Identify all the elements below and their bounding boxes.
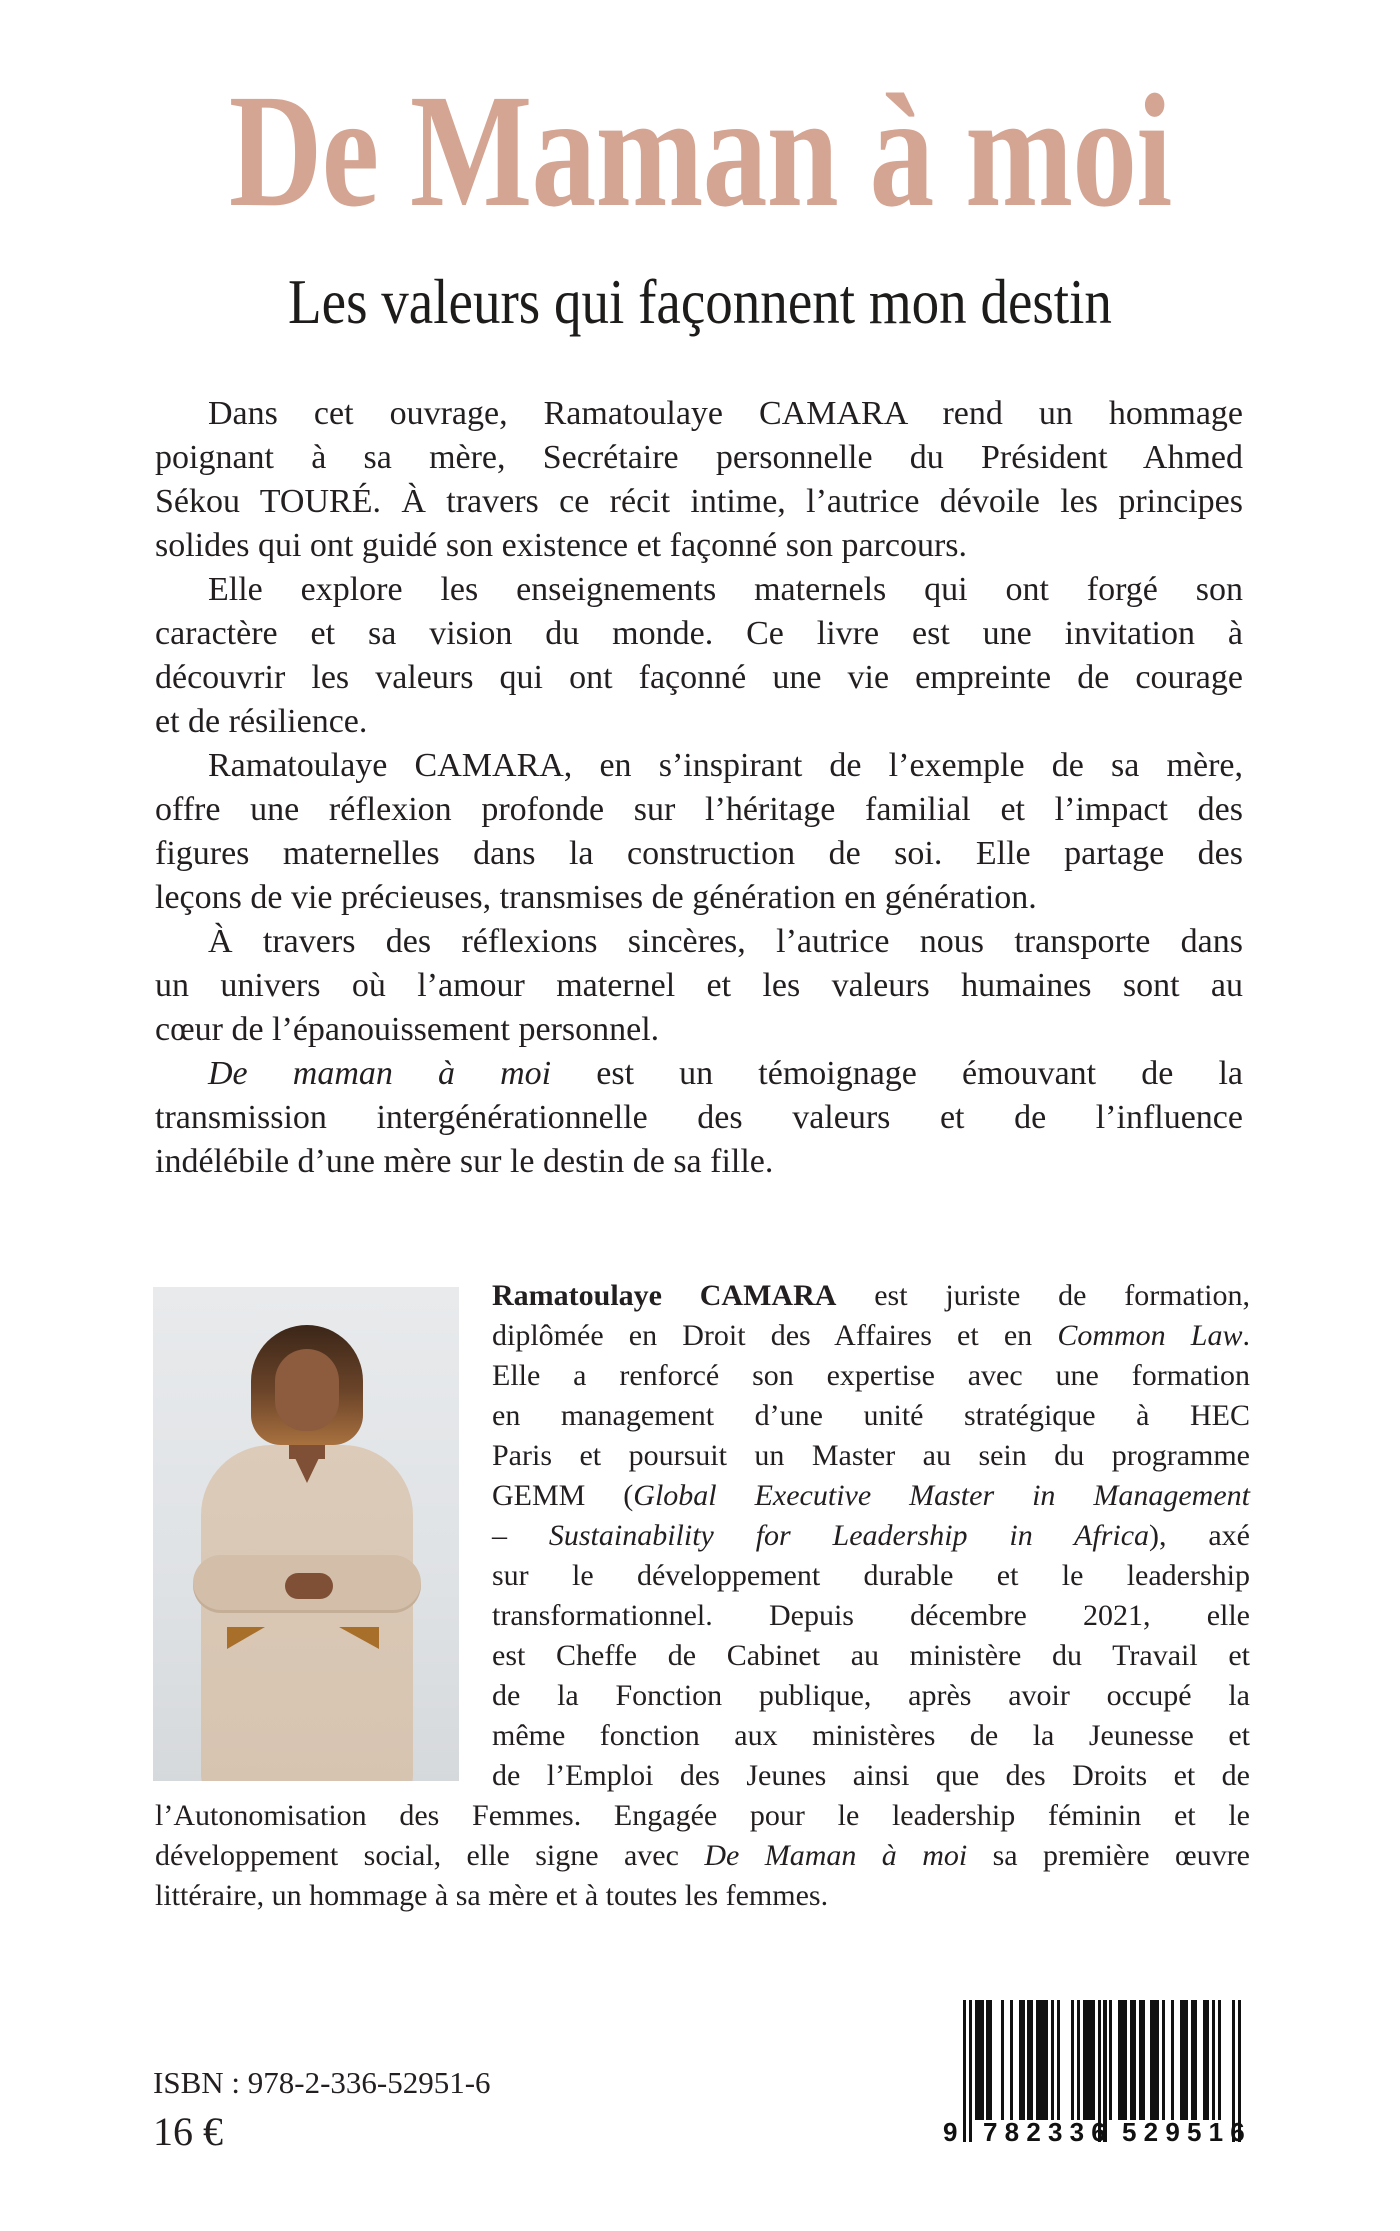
barcode-bar bbox=[1124, 2000, 1127, 2120]
blurb-line: et de résilience. bbox=[155, 703, 368, 740]
barcode-bar bbox=[1030, 2000, 1033, 2120]
barcode-bar bbox=[1218, 2000, 1221, 2120]
bio-text: diplômée en Droit des Affaires et en bbox=[492, 1319, 1058, 1352]
barcode-bar bbox=[1109, 2000, 1112, 2120]
bio-text: est juriste de formation, bbox=[836, 1279, 1250, 1312]
bio-line: sur le développement durable et le leadership bbox=[492, 1559, 1250, 1592]
blurb-line: cœur de l’épanouissement personnel. bbox=[155, 1011, 660, 1048]
barcode-left-group: 782336 bbox=[983, 2117, 1113, 2147]
blurb-line: Elle explore les enseignements maternels qui ont forgé son bbox=[208, 571, 1243, 608]
bio-text-italic: Common Law bbox=[1057, 1319, 1243, 1352]
barcode-bar bbox=[1077, 2000, 1080, 2120]
blurb-line: figures maternelles dans la construction de soi. Elle partage des bbox=[155, 835, 1243, 872]
barcode-bar bbox=[1001, 2000, 1004, 2120]
bio-text: développement social, elle signe avec bbox=[155, 1839, 705, 1872]
blurb-line: Dans cet ouvrage, Ramatoulaye CAMARA rend un hommage bbox=[208, 395, 1243, 432]
bio-text-italic: De Maman à moi bbox=[704, 1839, 968, 1872]
barcode-first-digit: 9 bbox=[943, 2117, 958, 2147]
barcode-bar bbox=[1194, 2000, 1197, 2120]
bio-text: ), axé bbox=[1149, 1519, 1250, 1552]
bio-line: de l’Emploi des Jeunes ainsi que des Droits et de bbox=[492, 1759, 1250, 1792]
blurb-line: un univers où l’amour maternel et les valeurs humaines sont au bbox=[155, 967, 1243, 1004]
barcode-bar bbox=[1071, 2000, 1074, 2120]
back-cover-blurb bbox=[155, 392, 1243, 1184]
price-label: 16 € bbox=[153, 2109, 223, 2154]
barcode-digits bbox=[935, 2118, 1250, 2146]
blurb-line: Sékou TOURÉ. À travers ce récit intime, l’autrice dévoile les principes bbox=[155, 483, 1243, 520]
bio-line bbox=[492, 1516, 1250, 1556]
bio-line: de la Fonction publique, après avoir occupé la bbox=[492, 1679, 1250, 1712]
bio-line: en management d’une unité stratégique à HEC bbox=[492, 1399, 1250, 1432]
blurb-line: offre une réflexion profonde sur l’héritage familial et l’impact des bbox=[155, 791, 1243, 828]
title-block bbox=[0, 62, 1400, 242]
bio-text-italic: – Sustainability for Leadership in Africa bbox=[492, 1519, 1150, 1552]
bio-line: est Cheffe de Cabinet au ministère du Travail et bbox=[492, 1639, 1250, 1672]
bio-line bbox=[492, 1316, 1250, 1356]
blurb-line: Ramatoulaye CAMARA, en s’inspirant de l’exemple de sa mère, bbox=[208, 747, 1243, 784]
barcode-bar bbox=[1142, 2000, 1145, 2120]
barcode-bar bbox=[1045, 2000, 1048, 2120]
barcode-bar bbox=[1206, 2000, 1209, 2120]
blurb-line: leçons de vie précieuses, transmises de génération en génération. bbox=[155, 879, 1037, 916]
barcode-bar bbox=[1022, 2000, 1025, 2120]
barcode-bar bbox=[1010, 2000, 1013, 2120]
blurb-line: caractère et sa vision du monde. Ce livre est une invitation à bbox=[155, 615, 1243, 652]
blurb-paragraph bbox=[155, 1052, 1243, 1184]
barcode-bar bbox=[1212, 2000, 1215, 2120]
barcode-bar bbox=[1133, 2000, 1136, 2120]
bio-text-italic: Global Executive Master in Management bbox=[633, 1479, 1250, 1512]
author-name: Ramatoulaye CAMARA bbox=[492, 1279, 837, 1312]
bio-text: sa première œuvre bbox=[967, 1839, 1250, 1872]
barcode-bar bbox=[1051, 2000, 1054, 2120]
blurb-line: À travers des réflexions sincères, l’autrice nous transporte dans bbox=[208, 923, 1243, 960]
blurb-line-rest: est un témoignage émouvant de la bbox=[551, 1055, 1243, 1092]
barcode-bar bbox=[981, 2000, 984, 2120]
bio-line bbox=[492, 1476, 1250, 1516]
blurb-line: poignant à sa mère, Secrétaire personnelle du Président Ahmed bbox=[155, 439, 1243, 476]
isbn-label: ISBN : 978-2-336-52951-6 bbox=[153, 2065, 491, 2100]
barcode-bar bbox=[1185, 2000, 1188, 2120]
book-title-italic: De maman à moi bbox=[208, 1055, 552, 1092]
barcode-bar bbox=[1171, 2000, 1174, 2120]
bio-line: transformationnel. Depuis décembre 2021, elle bbox=[492, 1599, 1250, 1632]
blurb-line: découvrir les valeurs qui ont façonné une vie empreinte de courage bbox=[155, 659, 1243, 696]
blurb-paragraph bbox=[155, 744, 1243, 920]
bio-text: GEMM ( bbox=[492, 1479, 634, 1512]
blurb-paragraph bbox=[155, 920, 1243, 1052]
blurb-line: solides qui ont guidé son existence et façonné son parcours. bbox=[155, 527, 968, 564]
bio-line: Paris et poursuit un Master au sein du programme bbox=[492, 1439, 1250, 1472]
bio-line: littéraire, un hommage à sa mère et à toutes les femmes. bbox=[155, 1879, 829, 1912]
subtitle-block bbox=[0, 262, 1400, 342]
bio-line: même fonction aux ministères de la Jeunesse et bbox=[492, 1719, 1250, 1752]
blurb-line bbox=[155, 1052, 1243, 1096]
blurb-line: indélébile d’une mère sur le destin de sa fille. bbox=[155, 1143, 774, 1180]
author-bio bbox=[155, 1276, 1250, 1916]
book-title: De Maman à moi bbox=[228, 62, 1172, 241]
book-subtitle: Les valeurs qui façonnent mon destin bbox=[288, 266, 1112, 337]
blurb-paragraph bbox=[155, 568, 1243, 744]
barcode-bar bbox=[989, 2000, 992, 2120]
bio-line bbox=[492, 1276, 1250, 1316]
barcode-bar bbox=[1162, 2000, 1165, 2120]
bio-line bbox=[155, 1836, 1250, 1876]
bio-line: l’Autonomisation des Femmes. Engagée pour le leadership féminin et le bbox=[155, 1799, 1250, 1832]
bio-line: Elle a renforcé son expertise avec une formation bbox=[492, 1359, 1250, 1392]
barcode-right-group: 529516 bbox=[1122, 2117, 1252, 2147]
blurb-paragraph bbox=[155, 392, 1243, 568]
blurb-line: transmission intergénérationnelle des valeurs et de l’influence bbox=[155, 1099, 1243, 1136]
bio-text: . bbox=[1242, 1319, 1250, 1352]
barcode-bar bbox=[1092, 2000, 1095, 2120]
barcode-bar bbox=[1156, 2000, 1159, 2120]
barcode-bar bbox=[1057, 2000, 1060, 2120]
ean13-barcode bbox=[935, 1990, 1250, 2150]
